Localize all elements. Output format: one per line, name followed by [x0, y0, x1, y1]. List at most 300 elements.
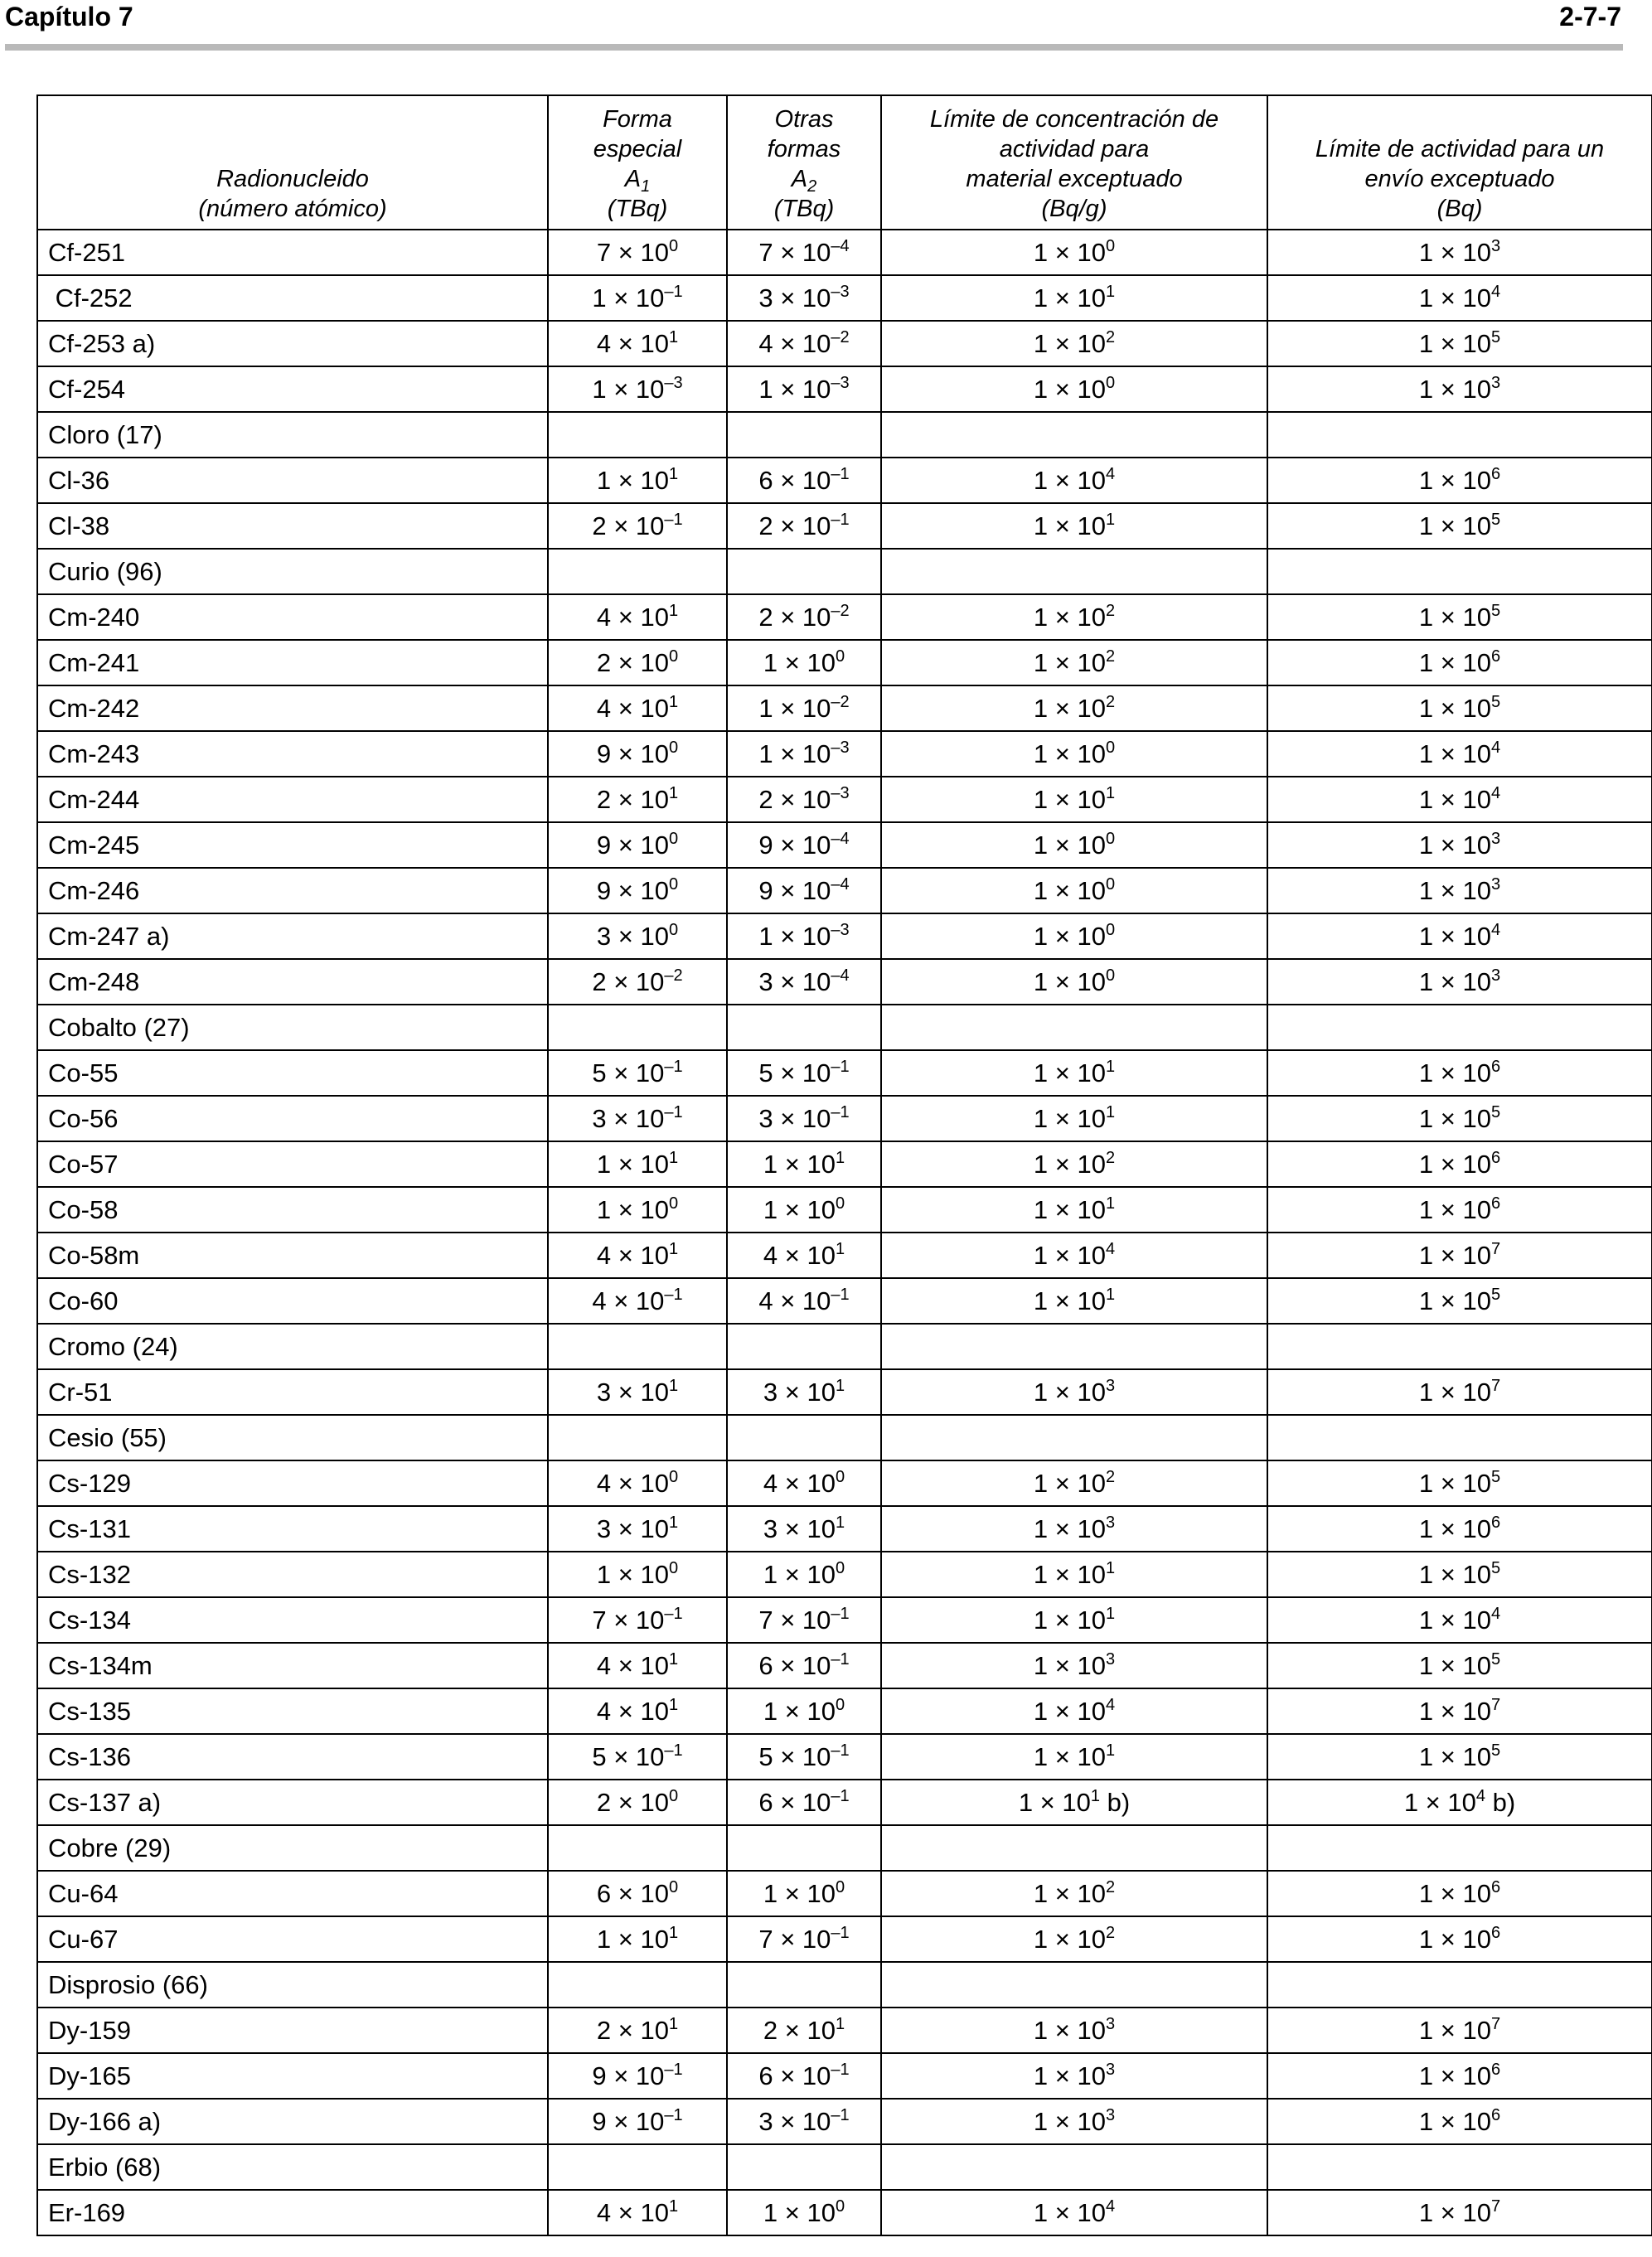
exponent: –3: [831, 920, 850, 939]
exponent: 6: [1490, 2105, 1501, 2124]
a2-value: [727, 2099, 881, 2144]
element-group-row: [37, 1005, 1652, 1050]
sci-number: [1034, 876, 1115, 905]
sci-number: [597, 922, 678, 951]
mantissa: 1: [1033, 1194, 1049, 1224]
sci-number: [592, 2061, 682, 2090]
exponent: 6: [1490, 1513, 1501, 1532]
sci-number: [597, 1514, 678, 1543]
exponent: 0: [668, 1877, 679, 1896]
concentration-limit-value: [881, 2144, 1267, 2190]
concentration-limit-value: [881, 366, 1267, 412]
sci-number: [592, 967, 682, 996]
times-ten: × 10: [611, 1878, 669, 1908]
header-line: [728, 194, 880, 224]
sci-number: [1419, 1651, 1500, 1680]
exponent: 1: [668, 1513, 679, 1532]
concentration-limit-value: [881, 2053, 1267, 2099]
times-ten: × 10: [1433, 1559, 1491, 1589]
exponent: 1: [1105, 1102, 1116, 1121]
header-line-text: material exceptuado: [966, 166, 1183, 192]
mantissa: 2: [596, 647, 612, 677]
times-ten: × 10: [778, 1878, 836, 1908]
a1-value: [548, 2099, 727, 2144]
nuclide-name: Dy-166 a): [48, 2106, 162, 2136]
times-ten: × 10: [1418, 1787, 1476, 1817]
mantissa: 1: [1418, 465, 1434, 495]
times-ten: × 10: [1433, 1240, 1491, 1270]
a2-value: [727, 1734, 881, 1780]
sci-number: [1419, 283, 1500, 312]
times-ten: × 10: [606, 1103, 665, 1133]
mantissa: 2: [758, 511, 773, 540]
exponent: 4: [1490, 783, 1501, 802]
times-ten: × 10: [1048, 1058, 1106, 1087]
sci-number: [1419, 967, 1500, 996]
mantissa: 1: [1418, 1878, 1434, 1908]
mantissa: 1: [1033, 966, 1049, 996]
nuclide-name: Cm-247 a): [48, 921, 170, 951]
sci-number: [592, 2107, 682, 2136]
sci-number: [1419, 466, 1500, 495]
a1-value: [548, 458, 727, 503]
activity-limit-value: [1267, 1415, 1652, 1460]
nuclide-name: Cl-36: [48, 465, 110, 495]
exponent: 1: [835, 1148, 845, 1167]
times-ten: × 10: [1433, 2197, 1491, 2227]
nuclide-cell: [37, 1734, 548, 1780]
times-ten: × 10: [773, 2061, 831, 2090]
mantissa: 1: [1018, 1787, 1034, 1817]
column-header-a2: [727, 95, 881, 230]
sci-number: [758, 1058, 849, 1087]
mantissa: 2: [596, 1787, 612, 1817]
mantissa: 2: [592, 511, 607, 540]
sci-number: [1034, 2198, 1115, 2227]
exponent: 1: [1105, 1057, 1116, 1076]
a2-value: [727, 1187, 881, 1233]
mantissa: 1: [763, 1149, 778, 1179]
exponent: –2: [831, 327, 850, 346]
nuclide-name: Cm-242: [48, 693, 140, 723]
sci-number: [758, 511, 849, 540]
a1-value: [548, 2008, 727, 2053]
exponent: 0: [1105, 874, 1116, 894]
header-line-text: actividad para: [999, 136, 1150, 162]
times-ten: × 10: [1048, 2061, 1106, 2090]
nuclide-name: Cobalto (27): [48, 1012, 190, 1042]
activity-limit-value: [1267, 1780, 1652, 1825]
mantissa: 1: [1418, 2197, 1434, 2227]
mantissa: 1: [1033, 465, 1049, 495]
times-ten: × 10: [1048, 739, 1106, 768]
mantissa: 1: [1418, 739, 1434, 768]
activity-limit-value: [1267, 1916, 1652, 1962]
sci-number: [597, 603, 678, 632]
times-ten: × 10: [778, 2015, 836, 2045]
nuclide-cell: [37, 366, 548, 412]
mantissa: 3: [596, 1377, 612, 1407]
a1-value: [548, 366, 727, 412]
exponent: –2: [664, 966, 683, 985]
mantissa: 1: [1418, 511, 1434, 540]
exponent: 3: [1105, 1376, 1116, 1395]
sci-number: [758, 329, 849, 358]
nuclide-cell: [37, 594, 548, 640]
table-row: [37, 275, 1652, 321]
a1-value: [548, 1597, 727, 1643]
a2-value: [727, 1278, 881, 1324]
times-ten: × 10: [773, 1787, 831, 1817]
sci-number: [597, 2016, 678, 2045]
table-row: [37, 731, 1652, 777]
sci-number: [758, 876, 849, 905]
times-ten: × 10: [1048, 647, 1106, 677]
a2-value: [727, 1506, 881, 1552]
a2-value: [727, 1688, 881, 1734]
header-line: [882, 164, 1267, 194]
nuclide-cell: [37, 1415, 548, 1460]
exponent: 1: [668, 692, 679, 711]
mantissa: 1: [592, 374, 607, 404]
sci-number: [1419, 1058, 1500, 1087]
times-ten: × 10: [1433, 2015, 1491, 2045]
header-line-text: A: [791, 166, 808, 192]
concentration-limit-value: [881, 1780, 1267, 1825]
nuclide-name: Cf-253 a): [48, 328, 156, 358]
nuclide-cell: [37, 1369, 548, 1415]
exponent: –4: [831, 236, 850, 255]
concentration-limit-value: [881, 913, 1267, 959]
times-ten: × 10: [1433, 1377, 1491, 1407]
a2-value: [727, 1415, 881, 1460]
sci-number: [597, 831, 678, 860]
times-ten: × 10: [1048, 1286, 1106, 1315]
header-line: [882, 194, 1267, 224]
exponent: 1: [668, 1148, 679, 1167]
activity-limit-value: [1267, 731, 1652, 777]
concentration-limit-value: [881, 2008, 1267, 2053]
times-ten: × 10: [1433, 2106, 1491, 2136]
element-group-row: [37, 1415, 1652, 1460]
mantissa: 1: [1033, 2015, 1049, 2045]
nuclide-cell: [37, 1825, 548, 1871]
exponent: 4: [1490, 738, 1501, 757]
sci-number: [1034, 967, 1115, 996]
exponent: –1: [831, 1102, 850, 1121]
concentration-limit-value: [881, 777, 1267, 822]
nuclide-cell: [37, 1688, 548, 1734]
times-ten: × 10: [773, 693, 831, 723]
mantissa: 1: [1418, 2061, 1434, 2090]
a2-value: [727, 2144, 881, 2190]
sci-number: [597, 876, 678, 905]
times-ten: × 10: [606, 1058, 665, 1087]
concentration-limit-value: [881, 1734, 1267, 1780]
sci-number: [1419, 2016, 1500, 2045]
header-line-text: (Bq): [1436, 196, 1483, 222]
activity-limit-value: [1267, 1871, 1652, 1916]
exponent: 2: [1105, 327, 1116, 346]
activity-limit-value: [1267, 503, 1652, 549]
sci-number: [758, 466, 849, 495]
mantissa: 3: [763, 1514, 778, 1543]
header-line: [882, 134, 1267, 164]
nuclide-name: Cm-244: [48, 784, 140, 814]
sci-number: [1404, 1788, 1515, 1817]
nuclide-name: Cm-243: [48, 739, 140, 768]
times-ten: × 10: [611, 1240, 669, 1270]
activity-limit-value: [1267, 1187, 1652, 1233]
concentration-limit-value: [881, 1005, 1267, 1050]
exponent: 1: [1105, 282, 1116, 301]
exponent: 5: [1490, 1741, 1501, 1760]
mantissa: 1: [758, 739, 773, 768]
exponent: 4: [1105, 1695, 1116, 1714]
concentration-limit-value: [881, 503, 1267, 549]
exponent: –1: [831, 2060, 850, 2079]
times-ten: × 10: [778, 1559, 836, 1589]
times-ten: × 10: [1433, 693, 1491, 723]
exponent: 5: [1490, 510, 1501, 529]
table-row: [37, 1141, 1652, 1187]
exponent: 0: [835, 1467, 845, 1486]
times-ten: × 10: [1048, 237, 1106, 267]
a1-value: [548, 868, 727, 913]
table-row: [37, 2190, 1652, 2235]
nuclide-cell: [37, 2053, 548, 2099]
times-ten: × 10: [773, 465, 831, 495]
mantissa: 1: [1033, 1058, 1049, 1087]
mantissa: 1: [763, 2197, 778, 2227]
mantissa: 7: [596, 237, 612, 267]
mantissa: 1: [1418, 1058, 1434, 1087]
mantissa: 1: [1418, 1377, 1434, 1407]
header-line-text: envío exceptuado: [1364, 166, 1555, 192]
times-ten: × 10: [1048, 2197, 1106, 2227]
concentration-limit-value: [881, 1643, 1267, 1688]
nuclide-name: Cs-134: [48, 1605, 131, 1635]
a2-value: [727, 549, 881, 594]
element-group-row: [37, 412, 1652, 458]
mantissa: 9: [596, 830, 612, 860]
column-header-a1: [548, 95, 727, 230]
nuclide-name: Cf-251: [48, 237, 126, 267]
times-ten: × 10: [1433, 465, 1491, 495]
mantissa: 1: [1033, 693, 1049, 723]
table-row: [37, 1597, 1652, 1643]
exponent: 3: [1105, 2105, 1116, 2124]
times-ten: × 10: [778, 1240, 836, 1270]
nuclide-name: Curio (96): [48, 556, 162, 586]
mantissa: 1: [1033, 283, 1049, 312]
times-ten: × 10: [1433, 2061, 1491, 2090]
sci-number: [763, 1378, 845, 1407]
nuclide-cell: [37, 731, 548, 777]
times-ten: × 10: [1048, 1468, 1106, 1498]
concentration-limit-value: [881, 1050, 1267, 1096]
concentration-limit-value: [881, 321, 1267, 366]
sci-number: [1419, 1742, 1500, 1771]
times-ten: × 10: [1048, 1103, 1106, 1133]
times-ten: × 10: [773, 1741, 831, 1771]
sci-number: [1034, 648, 1115, 677]
sci-number: [1034, 2107, 1115, 2136]
sci-number: [758, 283, 849, 312]
nuclide-name: Cm-246: [48, 875, 140, 905]
mantissa: 1: [1418, 283, 1434, 312]
times-ten: × 10: [611, 1650, 669, 1680]
activity-limit-value: [1267, 1369, 1652, 1415]
a1-value: [548, 549, 727, 594]
a1-value: [548, 412, 727, 458]
a2-value: [727, 458, 881, 503]
nuclide-cell: [37, 959, 548, 1005]
mantissa: 1: [758, 374, 773, 404]
exponent: 0: [1105, 920, 1116, 939]
table-row: [37, 1780, 1652, 1825]
a2-value: [727, 640, 881, 685]
activity-limit-value: [1267, 2190, 1652, 2235]
nuclide-cell: [37, 1141, 548, 1187]
times-ten: × 10: [611, 602, 669, 632]
nuclide-name: Cesio (55): [48, 1422, 167, 1452]
nuclide-cell: [37, 2008, 548, 2053]
nuclide-cell: [37, 1187, 548, 1233]
exponent: 0: [668, 1786, 679, 1805]
mantissa: 4: [596, 602, 612, 632]
sci-number: [1419, 694, 1500, 723]
nuclide-cell: [37, 1597, 548, 1643]
table-row: [37, 1734, 1652, 1780]
exponent: 0: [1105, 966, 1116, 985]
concentration-limit-value: [881, 1506, 1267, 1552]
mantissa: 4: [758, 328, 773, 358]
mantissa: 1: [1418, 328, 1434, 358]
times-ten: × 10: [1048, 374, 1106, 404]
sci-number: [1034, 1560, 1115, 1589]
sci-number: [1419, 648, 1500, 677]
a1-value: [548, 1141, 727, 1187]
exponent: 1: [668, 1239, 679, 1258]
times-ten: × 10: [1433, 1194, 1491, 1224]
concentration-limit-value: [881, 822, 1267, 868]
header-subscript: 2: [807, 177, 817, 196]
a2-value: [727, 2008, 881, 2053]
activity-limit-value: [1267, 366, 1652, 412]
sci-number: [758, 831, 849, 860]
times-ten: × 10: [773, 1650, 831, 1680]
nuclide-cell: [37, 2144, 548, 2190]
nuclide-cell: [37, 412, 548, 458]
mantissa: 5: [592, 1058, 607, 1087]
footnote-ref: b): [1100, 1787, 1131, 1817]
mantissa: 1: [1033, 1514, 1049, 1543]
mantissa: 1: [758, 693, 773, 723]
activity-limit-value: [1267, 1324, 1652, 1369]
mantissa: 1: [1033, 875, 1049, 905]
concentration-limit-value: [881, 1916, 1267, 1962]
nuclide-cell: [37, 458, 548, 503]
exponent: 0: [668, 920, 679, 939]
mantissa: 3: [596, 921, 612, 951]
concentration-limit-value: [881, 685, 1267, 731]
a2-value: [727, 1780, 881, 1825]
sci-number: [758, 694, 849, 723]
header-line: [549, 194, 726, 224]
nuclide-name: Cs-129: [48, 1468, 131, 1498]
exponent: 1: [668, 464, 679, 483]
table-row: [37, 868, 1652, 913]
mantissa: 1: [1418, 784, 1434, 814]
a1-value: [548, 2144, 727, 2190]
exponent: 7: [1490, 2196, 1501, 2216]
sci-number: [763, 1241, 845, 1270]
nuclide-cell: [37, 2099, 548, 2144]
a2-value: [727, 1643, 881, 1688]
exponent: 5: [1490, 1467, 1501, 1486]
exponent: –1: [831, 1604, 850, 1623]
mantissa: 1: [1033, 784, 1049, 814]
sci-number: [597, 785, 678, 814]
exponent: 0: [835, 1558, 845, 1577]
nuclide-cell: [37, 868, 548, 913]
nuclide-name: Dy-159: [48, 2015, 131, 2045]
sci-number: [1034, 831, 1115, 860]
a1-value: [548, 1278, 727, 1324]
mantissa: 9: [758, 875, 773, 905]
mantissa: 7: [592, 1605, 607, 1635]
exponent: –1: [664, 1102, 683, 1121]
exponent: 5: [1490, 692, 1501, 711]
table-row: [37, 1460, 1652, 1506]
exponent: 6: [1490, 1057, 1501, 1076]
sci-number: [1419, 603, 1500, 632]
mantissa: 3: [596, 1514, 612, 1543]
exponent: 4: [1490, 1604, 1501, 1623]
mantissa: 1: [1033, 1696, 1049, 1726]
table-row: [37, 1233, 1652, 1278]
activity-limit-value: [1267, 777, 1652, 822]
concentration-limit-value: [881, 1460, 1267, 1506]
times-ten: × 10: [606, 1741, 665, 1771]
a1-value: [548, 1780, 727, 1825]
mantissa: 7: [758, 1924, 773, 1954]
mantissa: 4: [763, 1240, 778, 1270]
concentration-limit-value: [881, 2190, 1267, 2235]
nuclide-name: Co-58m: [48, 1240, 140, 1270]
header-line-text: (TBq): [773, 196, 835, 222]
mantissa: 1: [1418, 2015, 1434, 2045]
times-ten: × 10: [1048, 1924, 1106, 1954]
times-ten: × 10: [773, 283, 831, 312]
times-ten: × 10: [1433, 1103, 1491, 1133]
times-ten: × 10: [611, 830, 669, 860]
times-ten: × 10: [611, 1787, 669, 1817]
nuclide-cell: [37, 1050, 548, 1096]
mantissa: 4: [596, 1240, 612, 1270]
exponent: 0: [668, 829, 679, 848]
nuclide-name: Cu-67: [48, 1924, 119, 1954]
exponent: 1: [835, 1239, 845, 1258]
sci-number: [597, 1150, 678, 1179]
nuclide-name: Cm-241: [48, 647, 140, 677]
a1-value: [548, 2053, 727, 2099]
a1-value: [548, 1962, 727, 2008]
activity-limit-value: [1267, 2053, 1652, 2099]
exponent: 1: [668, 1923, 679, 1942]
exponent: –4: [831, 874, 850, 894]
